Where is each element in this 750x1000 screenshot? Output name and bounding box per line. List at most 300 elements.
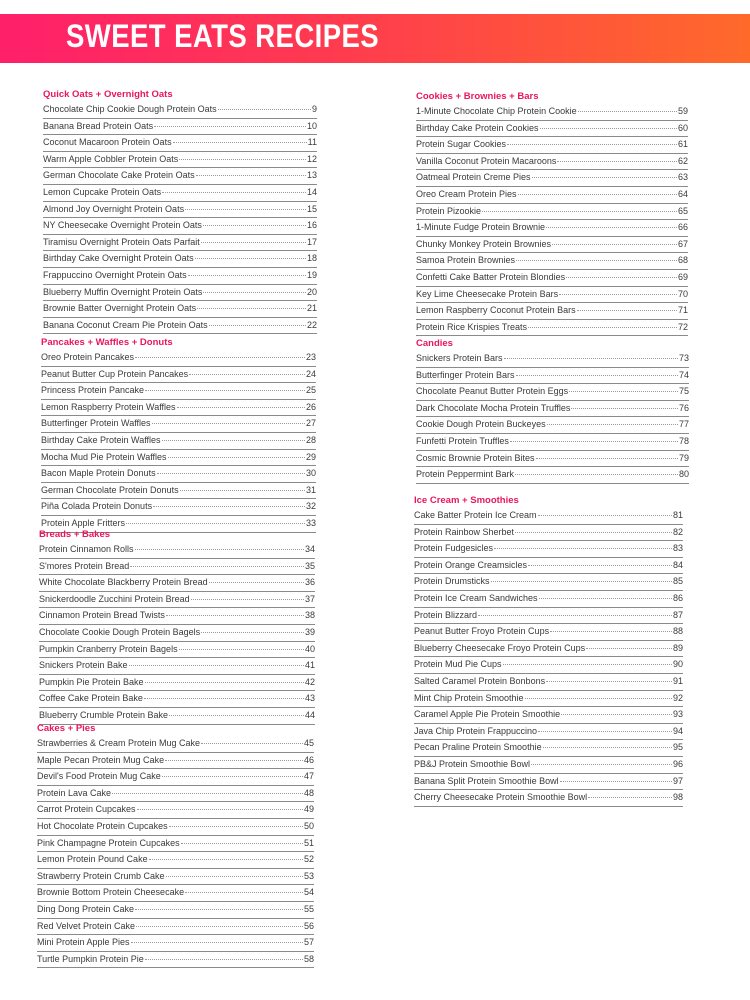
page-number: 21 <box>306 303 317 314</box>
recipe-name: Warm Apple Cobbler Protein Oats <box>43 153 179 164</box>
toc-entry[interactable] <box>37 869 314 885</box>
dot-leader <box>152 422 305 424</box>
toc-entry[interactable] <box>43 102 317 118</box>
toc-entry[interactable] <box>416 154 688 170</box>
dot-leader <box>539 597 672 599</box>
toc-entry[interactable] <box>41 350 316 366</box>
page-number: 95 <box>672 742 683 753</box>
toc-entry[interactable] <box>43 152 317 168</box>
toc-entry[interactable] <box>416 204 688 220</box>
page-number: 49 <box>303 804 314 815</box>
dot-leader <box>571 407 678 409</box>
toc-entry[interactable] <box>43 119 317 135</box>
page-number: 26 <box>305 401 316 412</box>
recipe-name: Snickers Protein Bake <box>39 660 128 671</box>
dot-leader <box>168 456 305 458</box>
recipe-name: Chocolate Cookie Dough Protein Bagels <box>39 626 201 637</box>
page-number: 52 <box>303 854 314 865</box>
recipe-name: Pecan Praline Protein Smoothie <box>414 742 542 753</box>
toc-entry[interactable] <box>37 786 314 802</box>
toc-entry[interactable] <box>416 170 688 186</box>
toc-entry[interactable] <box>414 674 683 690</box>
recipe-name: Salted Caramel Protein Bonbons <box>414 675 546 686</box>
dot-leader <box>157 472 305 474</box>
toc-entry[interactable] <box>416 467 689 483</box>
dot-leader <box>185 891 303 893</box>
page-number: 69 <box>677 271 688 282</box>
recipe-name: Protein Pizookie <box>416 205 482 216</box>
dot-leader <box>162 439 305 441</box>
recipe-name: Peanut Butter Cup Protein Pancakes <box>41 368 189 379</box>
toc-entry[interactable] <box>414 740 683 756</box>
dot-leader <box>136 925 303 927</box>
toc-entry[interactable] <box>416 434 689 450</box>
toc-section <box>41 336 316 533</box>
toc-entry[interactable] <box>37 919 314 935</box>
page-number: 9 <box>311 104 317 114</box>
recipe-name: Carrot Protein Cupcakes <box>37 804 136 815</box>
page-number: 89 <box>672 642 683 653</box>
toc-entry[interactable] <box>414 757 683 773</box>
toc-entry[interactable] <box>37 885 314 901</box>
dot-leader <box>195 257 306 259</box>
page-number: 31 <box>305 484 316 495</box>
toc-entry[interactable] <box>39 608 315 624</box>
toc-entry[interactable] <box>414 525 683 541</box>
recipe-name: PB&J Protein Smoothie Bowl <box>414 758 531 769</box>
recipe-name: Red Velvet Protein Cake <box>37 920 136 931</box>
page-number: 72 <box>677 321 688 332</box>
page-number: 46 <box>303 754 314 765</box>
recipe-name: S'mores Protein Bread <box>39 560 130 571</box>
dot-leader <box>203 291 306 293</box>
row-divider <box>414 806 683 807</box>
dot-leader <box>543 746 672 748</box>
recipe-name: Coffee Cake Protein Bake <box>39 693 143 704</box>
toc-entry[interactable] <box>416 220 688 236</box>
dot-leader <box>162 191 306 193</box>
dot-leader <box>166 614 304 616</box>
page-number: 97 <box>672 775 683 786</box>
recipe-name: Birthday Cake Protein Waffles <box>41 434 161 445</box>
recipe-name: Turtle Pumpkin Protein Pie <box>37 953 144 964</box>
row-divider <box>37 967 314 968</box>
recipe-name: 1-Minute Chocolate Chip Protein Cookie <box>416 106 577 116</box>
toc-entry[interactable] <box>37 836 314 852</box>
recipe-name: Mocha Mud Pie Protein Waffles <box>41 451 167 462</box>
toc-entry[interactable] <box>39 642 315 658</box>
dot-leader <box>201 742 303 744</box>
dot-leader <box>577 309 677 311</box>
recipe-name: Strawberry Protein Crumb Cake <box>37 870 165 881</box>
recipe-name: Coconut Macaroon Protein Oats <box>43 137 172 148</box>
toc-entry[interactable] <box>43 168 317 184</box>
recipe-name: NY Cheesecake Overnight Protein Oats <box>43 220 202 231</box>
dot-leader <box>135 908 303 910</box>
toc-entry[interactable] <box>39 625 315 641</box>
dot-leader <box>516 374 678 376</box>
toc-entry[interactable] <box>43 318 317 334</box>
toc-entry[interactable] <box>41 466 316 482</box>
toc-entry[interactable] <box>416 303 688 319</box>
dot-leader <box>538 730 672 732</box>
recipe-name: Lemon Protein Pound Cake <box>37 854 148 865</box>
page-number: 66 <box>677 222 688 233</box>
page-number: 87 <box>672 609 683 620</box>
page-number: 67 <box>677 238 688 249</box>
toc-entry[interactable] <box>416 253 688 269</box>
toc-entry[interactable] <box>37 935 314 951</box>
recipe-name: Protein Apple Fritters <box>41 517 126 528</box>
dot-leader <box>169 825 303 827</box>
dot-leader <box>566 276 677 278</box>
dot-leader <box>153 505 305 507</box>
toc-entry[interactable] <box>414 574 683 590</box>
dot-leader <box>546 680 672 682</box>
recipe-name: Blueberry Muffin Overnight Protein Oats <box>43 286 203 297</box>
dot-leader <box>491 580 672 582</box>
recipe-name: Protein Rice Krispies Treats <box>416 321 528 332</box>
page-number: 24 <box>305 368 316 379</box>
page-number: 55 <box>303 903 314 914</box>
dot-leader <box>180 489 305 491</box>
recipe-name: Protein Sugar Cookies <box>416 139 507 150</box>
dot-leader <box>515 531 672 533</box>
toc-entry[interactable] <box>414 707 683 723</box>
toc-entry[interactable] <box>41 450 316 466</box>
dot-leader <box>196 174 306 176</box>
recipe-name: Oreo Cream Protein Pies <box>416 188 517 199</box>
dot-leader <box>201 631 304 633</box>
dot-leader <box>569 390 678 392</box>
page-number: 57 <box>303 937 314 948</box>
dot-leader <box>525 697 672 699</box>
page-number: 19 <box>306 269 317 280</box>
page-number: 86 <box>672 592 683 603</box>
recipe-name: Butterfinger Protein Waffles <box>41 418 151 429</box>
section-heading: Quick Oats + Overnight Oats <box>43 89 173 100</box>
page-number: 14 <box>306 186 317 197</box>
dot-leader <box>203 224 306 226</box>
page-number: 53 <box>303 870 314 881</box>
recipe-name: Protein Ice Cream Sandwiches <box>414 592 538 603</box>
recipe-name: Tiramisu Overnight Protein Oats Parfait <box>43 236 200 247</box>
toc-entry[interactable] <box>414 541 683 557</box>
toc-entry[interactable] <box>414 790 683 806</box>
recipe-name: Lemon Cupcake Protein Oats <box>43 186 162 197</box>
recipe-name: Chocolate Chip Cookie Dough Protein Oats <box>43 104 217 114</box>
toc-entry[interactable] <box>416 237 688 253</box>
dot-leader <box>197 307 306 309</box>
page-number: 79 <box>678 452 689 463</box>
recipe-name: Mini Protein Apple Pies <box>37 937 130 948</box>
page-number: 82 <box>672 526 683 537</box>
page-number: 64 <box>677 188 688 199</box>
recipe-name: Snickerdoodle Zucchini Protein Bread <box>39 593 190 604</box>
dot-leader <box>130 565 304 567</box>
dot-leader <box>188 274 306 276</box>
toc-entry[interactable] <box>39 575 315 591</box>
dot-leader <box>181 842 303 844</box>
toc-entry[interactable] <box>414 624 683 640</box>
dot-leader <box>518 193 677 195</box>
toc-entry[interactable] <box>39 542 315 558</box>
toc-entry[interactable] <box>37 852 314 868</box>
toc-entry[interactable] <box>416 137 688 153</box>
dot-leader <box>154 125 306 127</box>
page-number: 42 <box>304 676 315 687</box>
dot-leader <box>546 226 677 228</box>
recipe-name: Cookie Dough Protein Buckeyes <box>416 419 546 430</box>
page-number: 37 <box>304 593 315 604</box>
dot-leader <box>507 143 677 145</box>
toc-entry[interactable] <box>41 416 316 432</box>
dot-leader <box>538 514 672 516</box>
recipe-name: Butterfinger Protein Bars <box>416 369 515 380</box>
page-number: 94 <box>672 725 683 736</box>
toc-entry[interactable] <box>416 351 689 367</box>
toc-entry[interactable] <box>43 202 317 218</box>
dot-leader <box>550 630 672 632</box>
page-number: 48 <box>303 787 314 798</box>
toc-entry[interactable] <box>416 121 688 137</box>
recipe-name: Protein Drumsticks <box>414 576 490 587</box>
dot-leader <box>145 389 305 391</box>
page-number: 16 <box>306 220 317 231</box>
toc-entry[interactable] <box>416 417 689 433</box>
recipe-name: Blueberry Cheesecake Froyo Protein Cups <box>414 642 586 653</box>
toc-entry[interactable] <box>414 641 683 657</box>
page-number: 76 <box>678 402 689 413</box>
dot-leader <box>528 564 672 566</box>
dot-leader <box>179 648 304 650</box>
dot-leader <box>126 522 305 524</box>
dot-leader <box>547 423 678 425</box>
recipe-name: Brownie Batter Overnight Protein Oats <box>43 303 197 314</box>
recipe-name: Birthday Cake Overnight Protein Oats <box>43 253 194 264</box>
page-number: 15 <box>306 203 317 214</box>
recipe-name: 1-Minute Fudge Protein Brownie <box>416 222 546 233</box>
recipe-name: Cherry Cheesecake Protein Smoothie Bowl <box>414 792 588 803</box>
page-number: 51 <box>303 837 314 848</box>
recipe-name: Ding Dong Protein Cake <box>37 903 135 914</box>
recipe-name: Pumpkin Pie Protein Bake <box>39 676 144 687</box>
dot-leader <box>586 647 672 649</box>
recipe-name: Protein Lava Cake <box>37 787 112 798</box>
page-number: 71 <box>677 305 688 316</box>
page-number: 20 <box>306 286 317 297</box>
toc-entry[interactable] <box>414 691 683 707</box>
toc-entry[interactable] <box>43 235 317 251</box>
toc-entry[interactable] <box>39 675 315 691</box>
toc-entry[interactable] <box>414 608 683 624</box>
recipe-name: Frappuccino Overnight Protein Oats <box>43 269 187 280</box>
page-number: 70 <box>677 288 688 299</box>
dot-leader <box>135 356 305 358</box>
recipe-name: Maple Pecan Protein Mug Cake <box>37 754 165 765</box>
dot-leader <box>162 775 303 777</box>
dot-leader <box>165 759 303 761</box>
dot-leader <box>540 127 677 129</box>
toc-section <box>416 337 689 484</box>
page-number: 17 <box>306 236 317 247</box>
toc-entry[interactable] <box>416 384 689 400</box>
page-number: 29 <box>305 451 316 462</box>
page-number: 50 <box>303 820 314 831</box>
dot-leader <box>561 713 672 715</box>
recipe-name: Devil's Food Protein Mug Cake <box>37 771 161 782</box>
dot-leader <box>145 681 304 683</box>
row-divider <box>43 333 317 334</box>
page-number: 34 <box>304 544 315 554</box>
dot-leader <box>510 440 678 442</box>
toc-entry[interactable] <box>414 657 683 673</box>
toc-entry[interactable] <box>43 185 317 201</box>
dot-leader <box>515 473 678 475</box>
toc-entry[interactable] <box>43 251 317 267</box>
dot-leader <box>552 243 677 245</box>
dot-leader <box>145 958 303 960</box>
page-number: 43 <box>304 693 315 704</box>
toc-entry[interactable] <box>41 483 316 499</box>
toc-entry[interactable] <box>39 658 315 674</box>
toc-entry[interactable] <box>416 187 688 203</box>
toc-entry[interactable] <box>37 769 314 785</box>
dot-leader <box>137 808 303 810</box>
recipe-name: Cosmic Brownie Protein Bites <box>416 452 535 463</box>
page-number: 63 <box>677 172 688 183</box>
dot-leader <box>209 581 304 583</box>
dot-leader <box>531 763 672 765</box>
toc-entry[interactable] <box>43 268 317 284</box>
page-number: 78 <box>678 435 689 446</box>
page-number: 81 <box>672 510 683 520</box>
toc-entry[interactable] <box>41 499 316 515</box>
toc-entry[interactable] <box>416 270 688 286</box>
page-number: 84 <box>672 559 683 570</box>
toc-entry[interactable] <box>41 367 316 383</box>
recipe-name: Protein Rainbow Sherbet <box>414 526 515 537</box>
page-number: 68 <box>677 255 688 266</box>
toc-entry[interactable] <box>414 774 683 790</box>
page-number: 18 <box>306 253 317 264</box>
page-number: 61 <box>677 139 688 150</box>
toc-entry[interactable] <box>414 558 683 574</box>
dot-leader <box>516 259 677 261</box>
toc-entry[interactable] <box>37 802 314 818</box>
toc-entry[interactable] <box>37 736 314 752</box>
toc-entry[interactable] <box>37 902 314 918</box>
toc-entry[interactable] <box>39 559 315 575</box>
recipe-name: German Chocolate Cake Protein Oats <box>43 170 195 181</box>
dot-leader <box>173 141 307 143</box>
toc-entry[interactable] <box>43 301 317 317</box>
toc-entry[interactable] <box>41 400 316 416</box>
recipe-name: Banana Split Protein Smoothie Bowl <box>414 775 559 786</box>
page-number: 47 <box>303 771 314 782</box>
recipe-name: White Chocolate Blackberry Protein Bread <box>39 577 208 588</box>
recipe-name: Java Chip Protein Frappuccino <box>414 725 538 736</box>
dot-leader <box>179 158 306 160</box>
dot-leader <box>135 548 304 550</box>
dot-leader <box>560 780 672 782</box>
toc-entry[interactable] <box>37 753 314 769</box>
toc-entry[interactable] <box>414 591 683 607</box>
toc-entry[interactable] <box>39 691 315 707</box>
page-number: 59 <box>677 106 688 116</box>
page-number: 90 <box>672 659 683 670</box>
toc-entry[interactable] <box>416 401 689 417</box>
page-number: 75 <box>678 386 689 397</box>
recipe-name: Protein Mud Pie Cups <box>414 659 502 670</box>
toc-entry[interactable] <box>43 218 317 234</box>
dot-leader <box>528 326 677 328</box>
page-number: 32 <box>305 501 316 512</box>
recipe-name: Almond Joy Overnight Protein Oats <box>43 203 185 214</box>
dot-leader <box>578 110 677 112</box>
recipe-name: Brownie Bottom Protein Cheesecake <box>37 887 185 898</box>
section-heading: Cookies + Brownies + Bars <box>416 91 539 102</box>
toc-section <box>39 528 315 725</box>
recipe-name: Funfetti Protein Truffles <box>416 435 509 446</box>
toc-section <box>43 88 317 334</box>
dot-leader <box>191 598 304 600</box>
page-number: 93 <box>672 709 683 720</box>
page-number: 77 <box>678 419 689 430</box>
toc-entry[interactable] <box>43 285 317 301</box>
recipe-name: Chunky Monkey Protein Brownies <box>416 238 552 249</box>
page-number: 11 <box>307 137 317 148</box>
toc-entry[interactable] <box>414 508 683 524</box>
toc-entry[interactable] <box>41 383 316 399</box>
toc-entry[interactable] <box>39 592 315 608</box>
title-banner <box>0 14 750 63</box>
recipe-name: Snickers Protein Bars <box>416 353 503 363</box>
page-number: 85 <box>672 576 683 587</box>
recipe-name: Oreo Protein Pancakes <box>41 352 135 362</box>
toc-entry[interactable] <box>41 433 316 449</box>
page-number: 74 <box>678 369 689 380</box>
toc-entry[interactable] <box>416 320 688 336</box>
page-number: 22 <box>306 319 317 330</box>
toc-entry[interactable] <box>37 952 314 968</box>
page-number: 13 <box>306 170 317 181</box>
toc-entry[interactable] <box>416 451 689 467</box>
dot-leader <box>149 858 303 860</box>
dot-leader <box>169 714 304 716</box>
dot-leader <box>112 792 303 794</box>
toc-entry[interactable] <box>414 724 683 740</box>
recipe-name: Protein Cinnamon Rolls <box>39 544 134 554</box>
toc-entry[interactable] <box>416 287 688 303</box>
dot-leader <box>536 457 678 459</box>
toc-entry[interactable] <box>416 104 688 120</box>
toc-entry[interactable] <box>43 135 317 151</box>
recipe-name: Mint Chip Protein Smoothie <box>414 692 524 703</box>
dot-leader <box>129 664 304 666</box>
toc-entry[interactable] <box>416 368 689 384</box>
recipe-name: Blueberry Crumble Protein Bake <box>39 709 169 720</box>
page-number: 56 <box>303 920 314 931</box>
page-number: 62 <box>677 155 688 166</box>
recipe-name: Lemon Raspberry Coconut Protein Bars <box>416 305 576 316</box>
page-number: 45 <box>303 738 314 748</box>
recipe-name: Protein Fudgesicles <box>414 543 494 554</box>
recipe-name: Pumpkin Cranberry Protein Bagels <box>39 643 178 654</box>
dot-leader <box>131 941 303 943</box>
toc-entry[interactable] <box>37 819 314 835</box>
dot-leader <box>177 406 305 408</box>
